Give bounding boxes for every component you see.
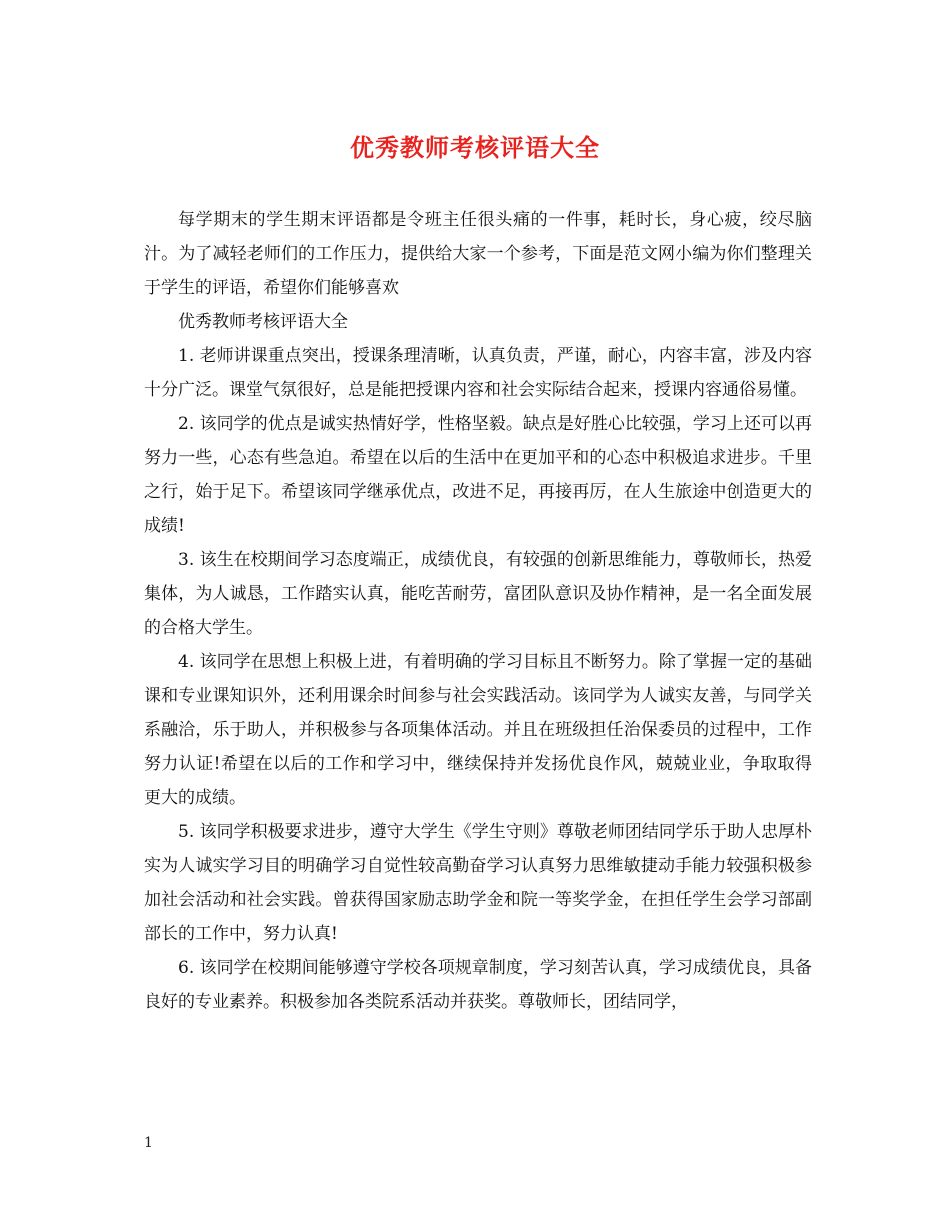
comment-paragraph-6: 6. 该同学在校期间能够遵守学校各项规章制度，学习刻苦认真，学习成绩优良，具备良好的专业素养。积极参加各类院系活动并获奖。尊敬师长，团结同学， xyxy=(144,958,812,1012)
comment-paragraph-2: 2. 该同学的优点是诚实热情好学，性格坚毅。缺点是好胜心比较强，学习上还可以再努力一些，心态有些急迫。希望在以后的生活中在更加平和的心态中积极追求进步。千里之行，始于足下。希望该同学继承优点，改进不足，再接再厉，在人生旅途中创造更大的成绩! xyxy=(144,414,812,536)
intro-paragraph: 每学期末的学生期末评语都是令班主任很头痛的一件事，耗时长，身心疲，绞尽脑汁。为了减轻老师们的工作压力，提供给大家一个参考，下面是范文网小编为你们整理关于学生的评语，希望你们能够喜欢 xyxy=(144,210,812,298)
section-heading: 优秀教师考核评语大全 xyxy=(178,312,348,332)
comment-paragraph-5: 5. 该同学积极要求进步，遵守大学生《学生守则》尊敬老师团结同学乐于助人忠厚朴实为人诚实学习目的明确学习自觉性较高勤奋学习认真努力思维敏捷动手能力较强积极参加社会活动和社会实践。曾获得国家励志助学金和院一等奖学金，在担任学生会学习部副部长的工作中，努力认真! xyxy=(144,822,812,944)
comment-paragraph-3: 3. 该生在校期间学习态度端正，成绩优良，有较强的创新思维能力，尊敬师长，热爱集体，为人诚恳，工作踏实认真，能吃苦耐劳，富团队意识及协作精神，是一名全面发展的合格大学生。 xyxy=(144,550,812,638)
document-body xyxy=(144,203,812,1019)
comment-paragraph-4: 4. 该同学在思想上积极上进，有着明确的学习目标且不断努力。除了掌握一定的基础课和专业课知识外，还利用课余时间参与社会实践活动。该同学为人诚实友善，与同学关系融洽，乐于助人，并积极参与各项集体活动。并且在班级担任治保委员的过程中，工作努力认证!希望在以后的工作和学习中，继续保持并发扬优良作风，兢兢业业，争取取得更大的成绩。 xyxy=(144,652,812,808)
document-title: 优秀教师考核评语大全 xyxy=(350,133,600,162)
comment-paragraph-1: 1. 老师讲课重点突出，授课条理清晰，认真负责，严谨，耐心，内容丰富，涉及内容十分广泛。课堂气氛很好，总是能把授课内容和社会实际结合起来，授课内容通俗易懂。 xyxy=(144,346,812,400)
page-number: 1 xyxy=(144,1135,153,1151)
